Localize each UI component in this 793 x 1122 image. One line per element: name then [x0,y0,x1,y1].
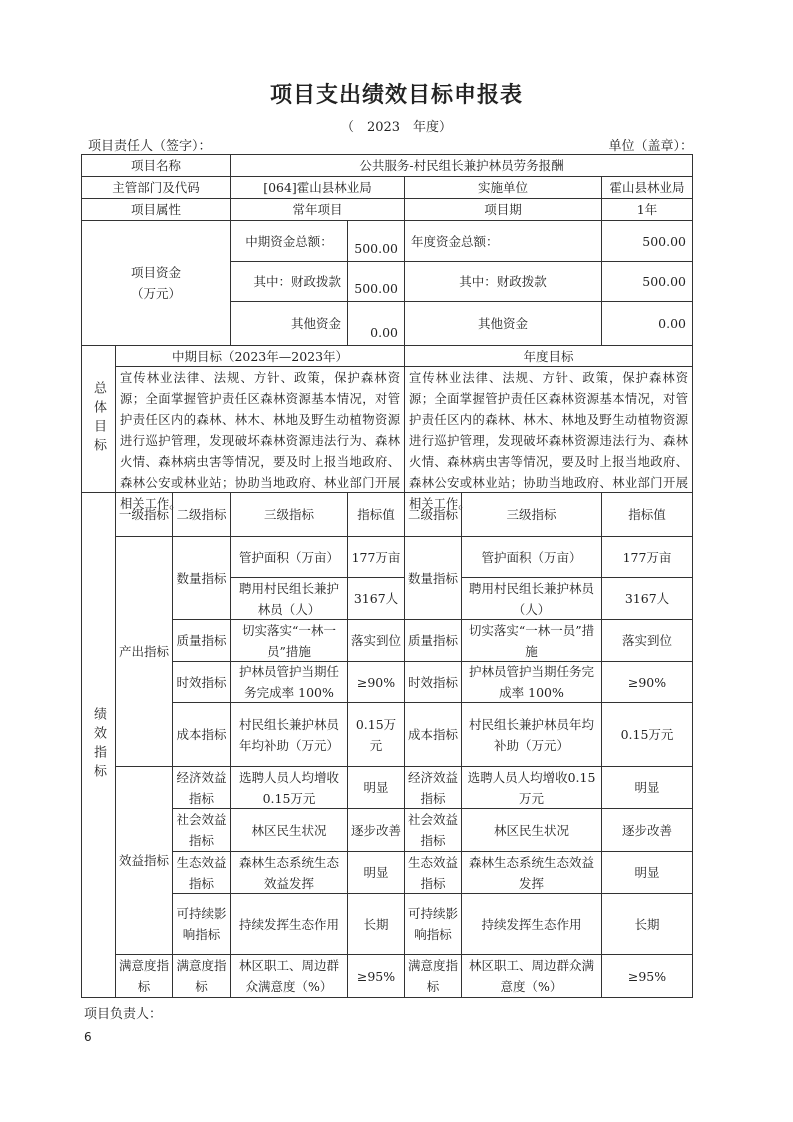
row-value-right: 逐步改善 [601,808,693,852]
row-value-right: 明显 [601,766,693,809]
page-title: 项目支出绩效目标申报表 [269,83,523,108]
project-name-label: 项目名称 [81,154,231,177]
mid-goal-header: 中期目标（2023年—2023年） [115,345,405,367]
project-period-value: 1年 [601,198,693,221]
row-level2-right: 质量指标 [404,619,462,662]
row-value-right: 3167人 [601,577,693,620]
row-level2: 时效指标 [172,661,231,703]
year-goal-text: 宣传林业法律、法规、方针、政策，保护森林资源；全面掌握管护责任区森林资源基本情况，对管护责任区内的森林、林木、林地及野生动植物资源进行巡护管理，发现破坏森林资源违法行为、森林火情、森林病虫害等情况，要及时上报当地政府、森林公安或林业站；协助当地政府、林业部门开展相关工作。 [404,366,693,493]
row-level2-right: 经济效益指标 [404,766,462,809]
row-level3-right: 聘用村民组长兼护林员（人） [461,577,602,620]
row-value: 3167人 [347,577,405,620]
impl-unit-value: 霍山县林业局 [601,176,693,199]
mid-other-value: 0.00 [347,301,405,346]
row-level3: 森林生态系统生态效益发挥 [230,851,348,894]
row-value-right: ≥95% [601,954,693,998]
row-level2: 经济效益指标 [172,766,231,809]
row-value: ≥95% [347,954,405,998]
project-name-value: 公共服务-村民组长兼护林员劳务报酬 [230,154,693,177]
row-value: 0.15万元 [347,702,405,767]
funds-label-line1: 项目资金 [130,265,181,280]
header-level1: 一级指标 [115,492,173,537]
row-level3-right: 村民组长兼护林员年均补助（万元） [461,702,602,767]
row-level2-right: 数量指标 [404,536,462,620]
row-value: 落实到位 [347,619,405,662]
row-level3-right: 切实落实“一林一员”措施 [461,619,602,662]
page-number: 6 [84,1030,92,1044]
row-level2-right: 社会效益指标 [404,808,462,852]
year-total-label: 年度资金总额： [404,220,602,262]
row-value: 177万亩 [347,536,405,578]
row-level3-right: 林区职工、周边群众满意度（%） [461,954,602,998]
row-level3-right: 持续发挥生态作用 [461,893,602,955]
group-benefit-indicator: 效益指标 [115,766,173,955]
project-period-label: 项目期 [404,198,602,221]
row-level3: 村民组长兼护林员年均补助（万元） [230,702,348,767]
row-level2-right: 时效指标 [404,661,462,703]
row-level2: 质量指标 [172,619,231,662]
header-level2: 二级指标 [172,492,231,537]
row-value: 明显 [347,766,405,809]
mid-total-value: 500.00 [347,220,405,262]
row-level2-right: 成本指标 [404,702,462,767]
row-value-right: 长期 [601,893,693,955]
mid-total-label: 中期资金总额： [230,220,348,262]
row-value: ≥90% [347,661,405,703]
row-value-right: 明显 [601,851,693,894]
row-value: 明显 [347,851,405,894]
project-attr-label: 项目属性 [81,198,231,221]
row-level2: 社会效益指标 [172,808,231,852]
mid-fiscal-label: 其中：财政拨款 [230,261,348,302]
row-value-right: 落实到位 [601,619,693,662]
header-level3: 三级指标 [230,492,348,537]
dept-value: [064]霍山县林业局 [230,176,405,199]
funds-label-line2: （万元） [130,286,181,301]
group-output-indicator: 产出指标 [115,536,173,767]
header-value-right: 指标值 [601,492,693,537]
row-level2: 可持续影响指标 [172,893,231,955]
row-value-right: ≥90% [601,661,693,703]
row-level3: 选聘人员人均增收0.15万元 [230,766,348,809]
unit-seal-label: 单位（盖章）： [608,139,693,154]
row-value-right: 177万亩 [601,536,693,578]
row-value-right: 0.15万元 [601,702,693,767]
mid-goal-text: 宣传林业法律、法规、方针、政策，保护森林资源；全面掌握管护责任区森林资源基本情况，对管护责任区内的森林、林木、林地及野生动植物资源进行巡护管理，发现破坏森林资源违法行为、森林火情、森林病虫害等情况，要及时上报当地政府、森林公安或林业站；协助当地政府、林业部门开展相关工作。 [115,366,405,493]
mid-other-label: 其他资金 [230,301,348,346]
row-level3: 切实落实“一林一员”措施 [230,619,348,662]
header-value: 指标值 [347,492,405,537]
funds-label [81,220,231,346]
year-total-value: 500.00 [601,220,693,262]
row-level2-right: 可持续影响指标 [404,893,462,955]
mid-fiscal-value: 500.00 [347,261,405,302]
row-level2: 生态效益指标 [172,851,231,894]
project-lead-label: 项目负责人： [84,1007,163,1022]
row-value: 逐步改善 [347,808,405,852]
dept-label: 主管部门及代码 [81,176,231,199]
header-level2-right: 二级指标 [404,492,462,537]
row-level2: 成本指标 [172,702,231,767]
indicators-side-label: 绩效指标 [81,492,116,998]
row-level3: 持续发挥生态作用 [230,893,348,955]
header-level3-right: 三级指标 [461,492,602,537]
row-value: 长期 [347,893,405,955]
row-level2-right: 生态效益指标 [404,851,462,894]
row-level3-right: 林区民生状况 [461,808,602,852]
responsible-signature-label: 项目责任人（签字）： [88,139,212,154]
row-level3: 林区职工、周边群众满意度（%） [230,954,348,998]
impl-unit-label: 实施单位 [404,176,602,199]
group-satisfaction-indicator: 满意度指标 [115,954,173,998]
fiscal-year: （ 2023 年度） [340,120,453,135]
project-attr-value: 常年项目 [230,198,405,221]
row-level2: 满意度指标 [172,954,231,998]
year-goal-header: 年度目标 [404,345,693,367]
row-level3: 聘用村民组长兼护林员（人） [230,577,348,620]
year-other-label: 其他资金 [404,301,602,346]
year-fiscal-label: 其中：财政拨款 [404,261,602,302]
row-level3-right: 森林生态系统生态效益发挥 [461,851,602,894]
year-other-value: 0.00 [601,301,693,346]
row-level2: 数量指标 [172,536,231,620]
row-level3: 护林员管护当期任务完成率 100% [230,661,348,703]
overall-goal-side-label: 总体目标 [81,345,116,493]
row-level3-right: 管护面积（万亩） [461,536,602,578]
row-level2-right: 满意度指标 [404,954,462,998]
row-level3-right: 选聘人员人均增收0.15万元 [461,766,602,809]
row-level3: 林区民生状况 [230,808,348,852]
year-fiscal-value: 500.00 [601,261,693,302]
row-level3-right: 护林员管护当期任务完成率 100% [461,661,602,703]
row-level3: 管护面积（万亩） [230,536,348,578]
